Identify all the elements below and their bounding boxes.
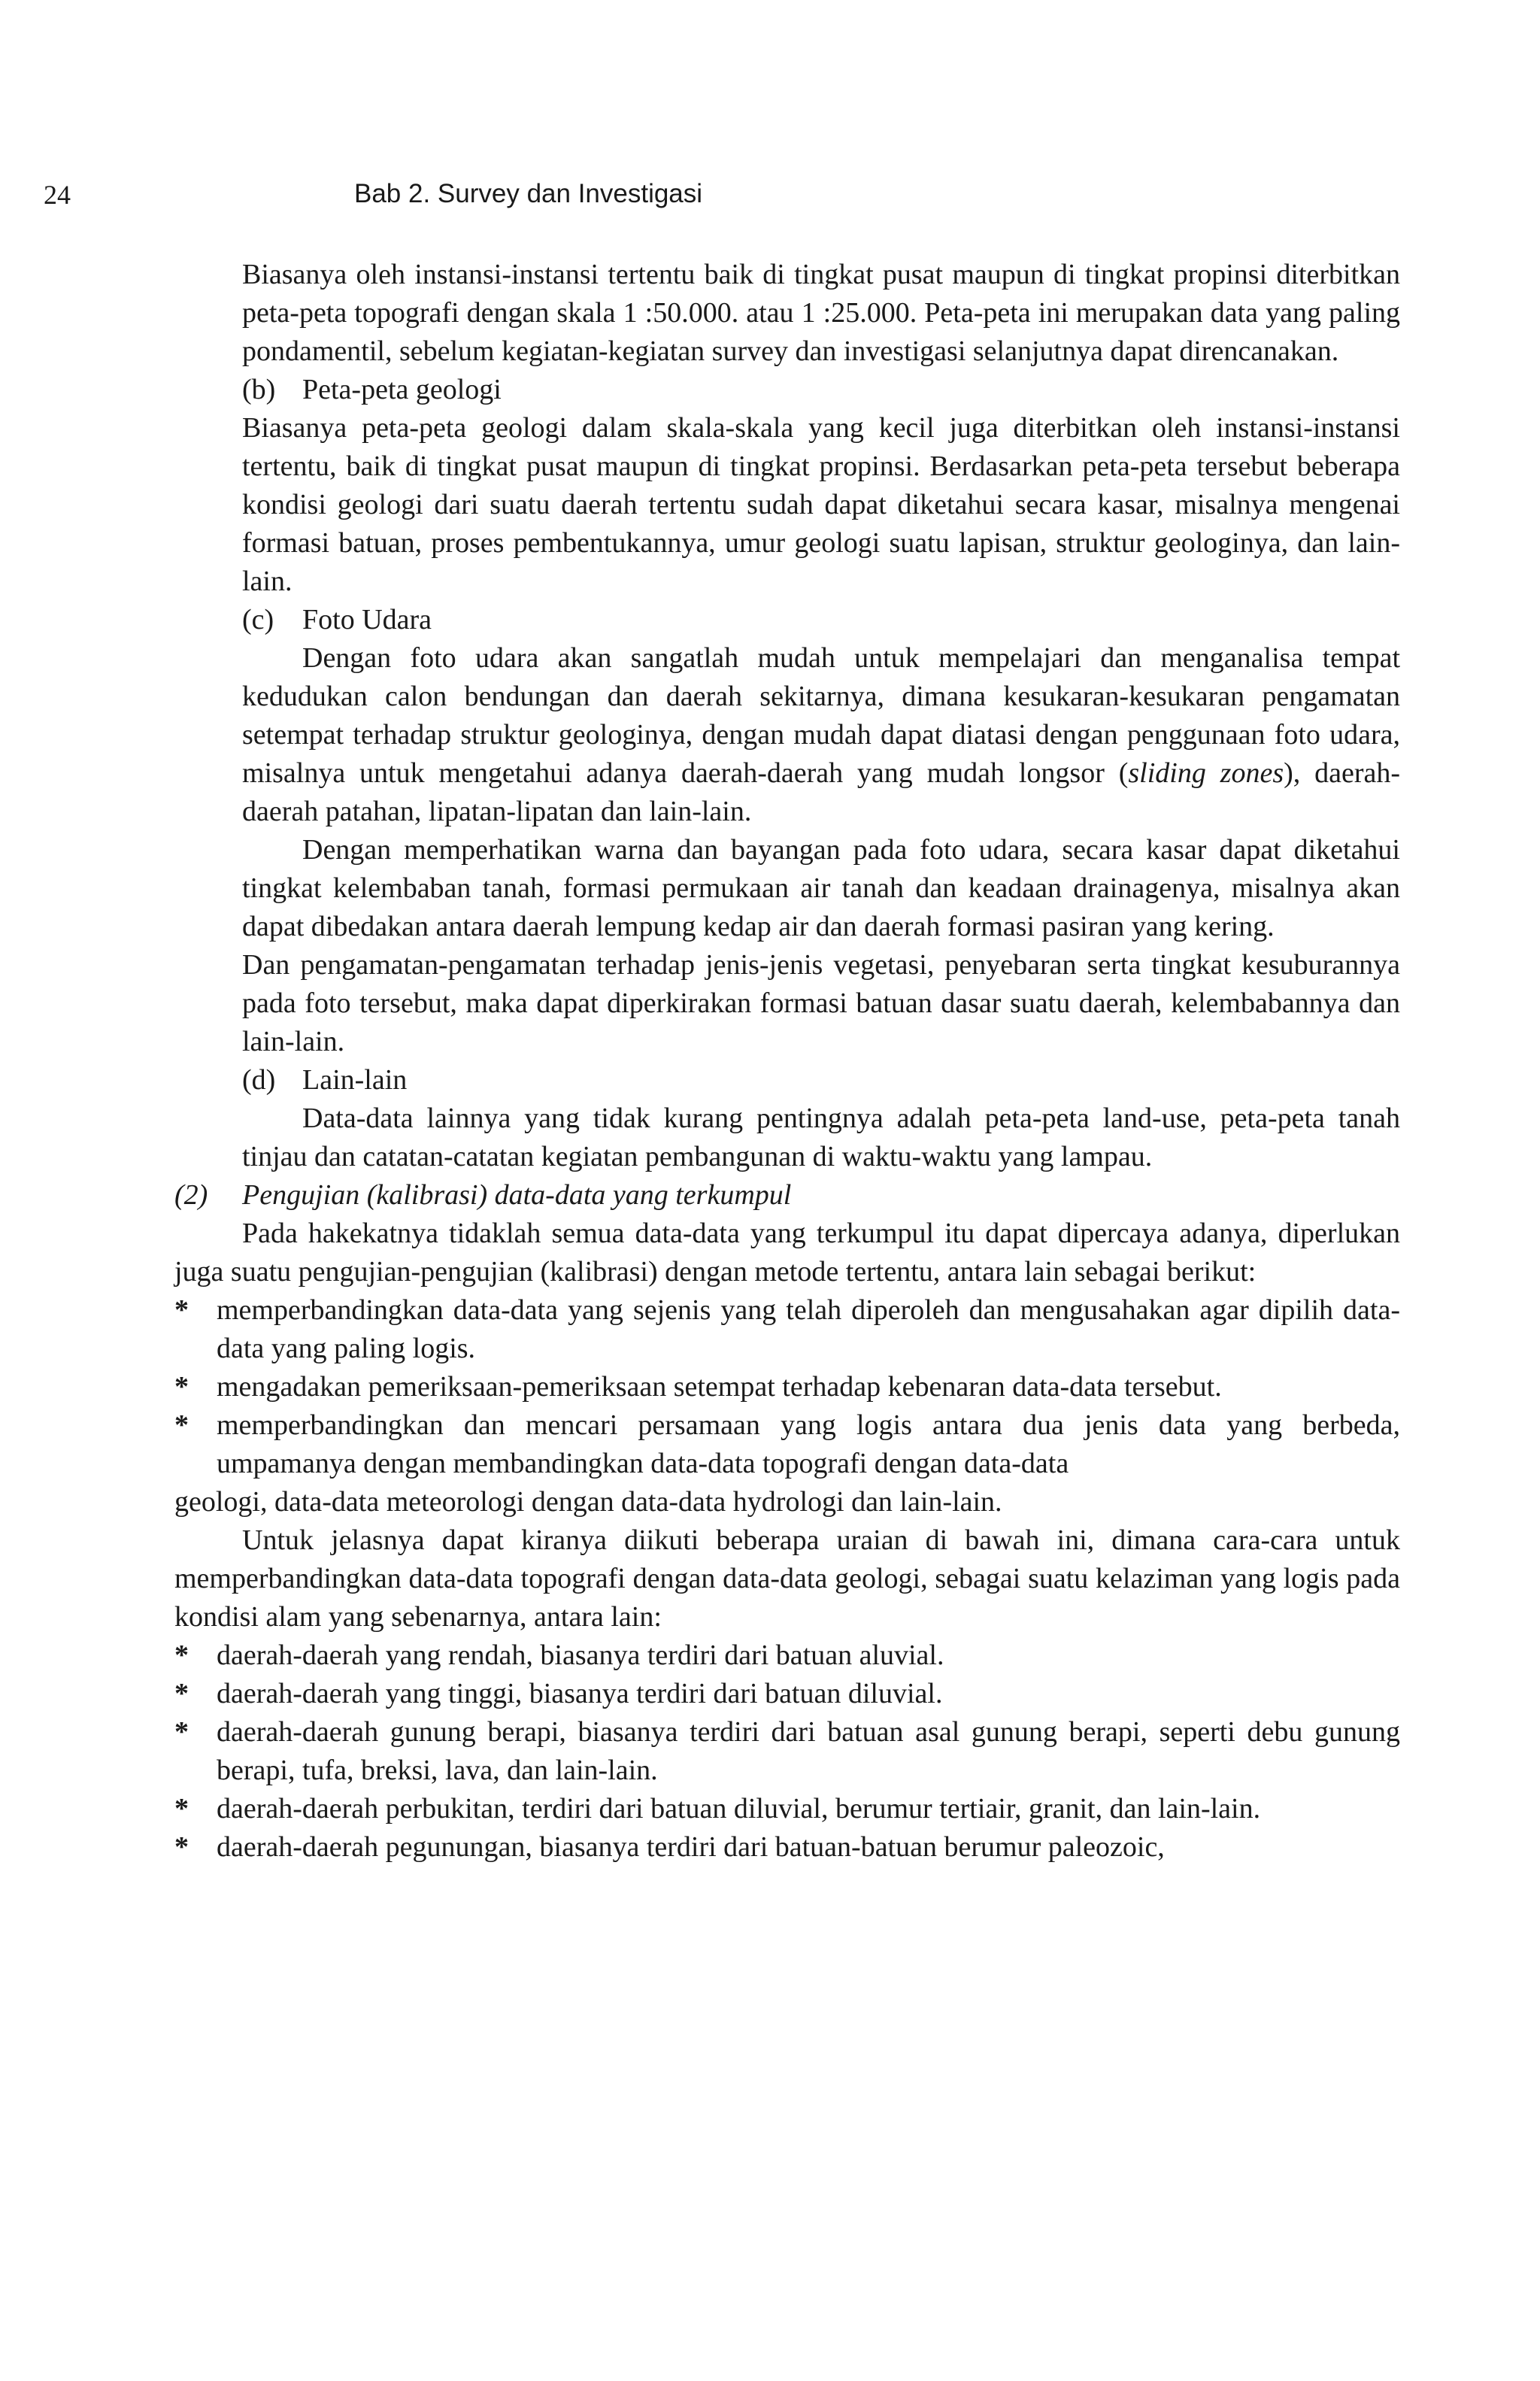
paragraph-calibration-intro: Pada hakekatnya tidaklah semua data-data yang terkumpul itu dapat dipercaya adanya, diperlukan juga suatu pengujian-pengujian (kalibrasi) dengan metode tertentu, antara lain sebagai berikut: (174, 1218, 1400, 1288)
list-item: * daerah-daerah yang rendah, biasanya terdiri dari batuan aluvial. (174, 1636, 1400, 1675)
section-2-label: (2) (174, 1179, 208, 1211)
list-item: * daerah-daerah gunung berapi, biasanya terdiri dari batuan asal gunung berapi, seperti debu gunung berapi, tufa, breksi, lava, dan lain-lain. (174, 1713, 1400, 1790)
heading-b-title: Peta-peta geologi (302, 374, 502, 405)
page-body (174, 256, 1400, 1867)
section-2-title: Pengujian (kalibrasi) data-data yang terkumpul (242, 1179, 792, 1211)
list-item: * daerah-daerah perbukitan, terdiri dari batuan diluvial, berumur tertiair, granit, dan lain-lain. (174, 1790, 1400, 1828)
calibration-list (174, 1291, 1400, 1483)
heading-b-label: (b) (242, 374, 276, 405)
paragraph-aerial-photo-1 (242, 639, 1400, 831)
text-part: Dengan foto udara akan sangatlah mudah untuk mempelajari dan menganalisa tempat kedudukan calon bendungan dan daerah sekitarnya, dimana kesukaran-kesukaran pengamatan setempat terhadap struktur geologinya, dengan mudah dapat diatasi dengan penggunaan foto udara, misalnya untuk mengetahui adanya daerah-daerah yang mudah longsor ( (242, 642, 1400, 789)
running-head: Bab 2. Survey dan Investigasi (354, 179, 703, 208)
paragraph-comparison: Untuk jelasnya dapat kiranya diikuti beberapa uraian di bawah ini, dimana cara-cara untuk memperbandingkan data-data topografi dengan data-data geologi, sebagai suatu kelaziman yang logis pada kondisi alam yang sebenarnya, antara lain: (174, 1524, 1400, 1633)
list-item: * memperbandingkan data-data yang sejenis yang telah diperoleh dan mengusahakan agar dipilih data-data yang paling logis. (174, 1291, 1400, 1368)
paragraph-other-data: Data-data lainnya yang tidak kurang pentingnya adalah peta-peta land-use, peta-peta tanah tinjau dan catatan-catatan kegiatan pembangunan di waktu-waktu yang lampau. (242, 1103, 1400, 1172)
page-number: 24 (44, 180, 71, 210)
paragraph-geology-maps: Biasanya peta-peta geologi dalam skala-skala yang kecil juga diterbitkan oleh instansi-instansi tertentu, baik di tingkat pusat maupun di tingkat propinsi. Berdasarkan peta-peta tersebut beberapa kondisi geologi dari suatu daerah tertentu sudah dapat diketahui secara kasar, misalnya mengenai formasi batuan, proses pembentukannya, umur geologi suatu lapisan, struktur geologinya, dan lain-lain. (242, 412, 1400, 597)
list-item: * mengadakan pemeriksaan-pemeriksaan setempat terhadap kebenaran data-data tersebut. (174, 1368, 1400, 1406)
geology-list (174, 1636, 1400, 1867)
list-item: * daerah-daerah pegunungan, biasanya terdiri dari batuan-batuan berumur paleozoic, (174, 1828, 1400, 1867)
heading-section-2 (174, 1176, 1400, 1215)
heading-d-title: Lain-lain (302, 1064, 408, 1096)
heading-d-label: (d) (242, 1064, 276, 1096)
paragraph-aerial-photo-3: Dan pengamatan-pengamatan terhadap jenis-jenis vegetasi, penyebaran serta tingkat kesuburannya pada foto tersebut, maka dapat diperkirakan formasi batuan dasar suatu daerah, kelembabannya dan lain-lain. (242, 949, 1400, 1057)
heading-d (242, 1061, 1400, 1100)
list-item: * daerah-daerah yang tinggi, biasanya terdiri dari batuan diluvial. (174, 1675, 1400, 1713)
text-part: ), daerah-daerah patahan, lipatan-lipatan dan lain-lain. (242, 757, 1401, 827)
italic-term: sliding zones (1128, 757, 1284, 789)
heading-c (242, 601, 1400, 639)
heading-b (242, 371, 1400, 409)
paragraph-topo-maps: Biasanya oleh instansi-instansi tertentu baik di tingkat pusat maupun di tingkat propinsi diterbitkan peta-peta topografi dengan skala 1 :50.000. atau 1 :25.000. Peta-peta ini merupakan data yang paling pondamentil, sebelum kegiatan-kegiatan survey dan investigasi selanjutnya dapat direncanakan. (242, 259, 1400, 367)
heading-c-label: (c) (242, 604, 274, 635)
paragraph-aerial-photo-2: Dengan memperhatikan warna dan bayangan pada foto udara, secara kasar dapat diketahui tingkat kelembaban tanah, formasi permukaan air tanah dan keadaan drainagenya, misalnya akan dapat dibedakan antara daerah lempung kedap air dan daerah formasi pasiran yang kering. (242, 834, 1400, 942)
paragraph-continuation: geologi, data-data meteorologi dengan data-data hydrologi dan lain-lain. (174, 1486, 1002, 1518)
page-header (0, 179, 1540, 224)
heading-c-title: Foto Udara (302, 604, 432, 635)
list-item: * memperbandingkan dan mencari persamaan yang logis antara dua jenis data yang berbeda, umpamanya dengan membandingkan data-data topografi dengan data-data (174, 1406, 1400, 1483)
